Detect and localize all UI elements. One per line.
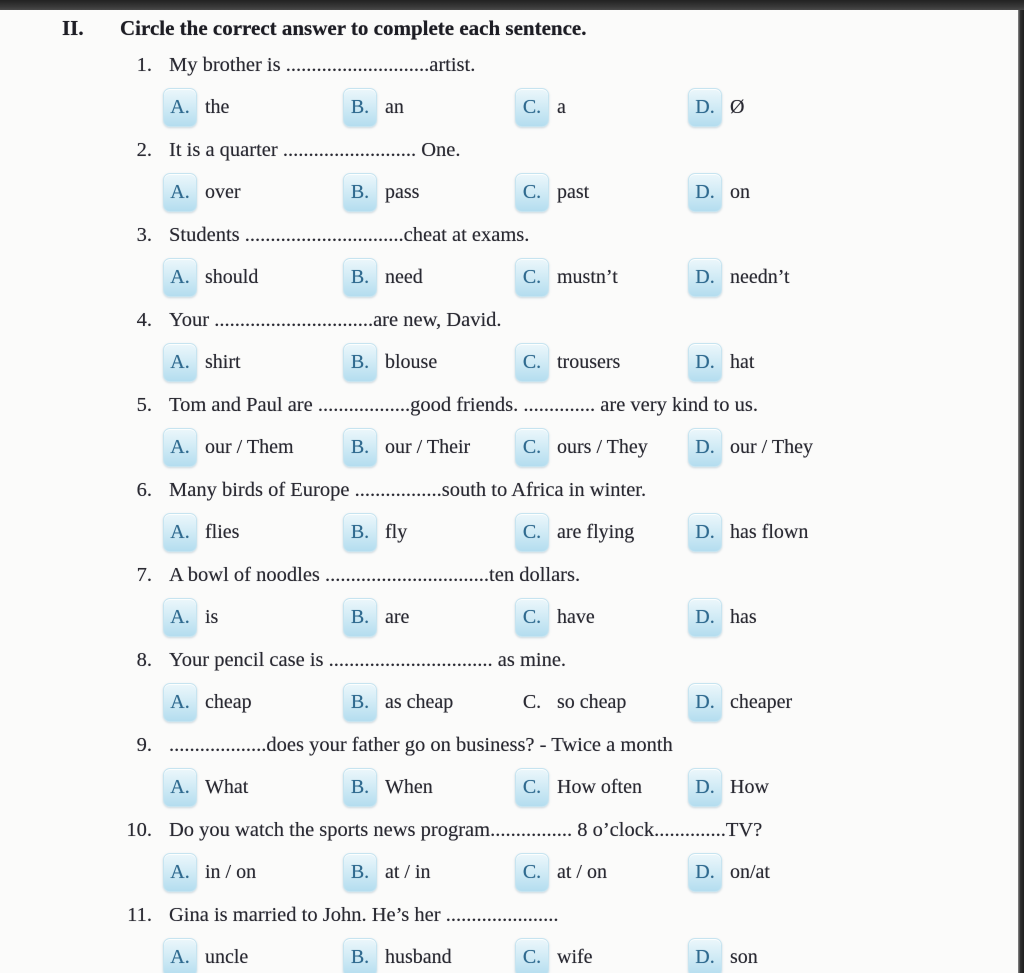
- section-number: II.: [62, 15, 84, 40]
- question-block: [0, 214, 1024, 299]
- option-label: When: [385, 776, 433, 798]
- answer-option[interactable]: [343, 768, 515, 807]
- option-label: our / Them: [205, 436, 294, 458]
- option-letter: D.: [688, 343, 722, 382]
- answer-option[interactable]: [515, 938, 688, 973]
- answer-option[interactable]: [343, 513, 515, 552]
- option-letter: B.: [343, 88, 377, 127]
- options-row: [0, 851, 1024, 894]
- option-label: at / in: [385, 861, 431, 883]
- option-label: at / on: [557, 861, 607, 883]
- question-number: 2.: [136, 138, 152, 161]
- question-number: 10.: [126, 818, 152, 841]
- option-letter: D.: [688, 258, 722, 297]
- options-row: [0, 766, 1024, 809]
- option-letter: A.: [163, 938, 197, 973]
- question-line: [0, 724, 1024, 766]
- option-label: on/at: [730, 861, 770, 883]
- answer-option[interactable]: [163, 598, 343, 637]
- right-edge-bar: [1018, 0, 1024, 973]
- option-letter: B.: [343, 938, 377, 973]
- options-row: [0, 426, 1024, 469]
- option-label: fly: [385, 521, 408, 543]
- option-label: has flown: [730, 521, 809, 543]
- option-label: are flying: [557, 521, 635, 543]
- option-letter: B.: [343, 513, 377, 552]
- option-label: shirt: [205, 351, 241, 373]
- option-label: on: [730, 181, 750, 203]
- option-label: Ø: [730, 96, 745, 118]
- option-label: is: [205, 606, 219, 628]
- option-letter: C.: [515, 768, 549, 807]
- question-block: [0, 639, 1024, 724]
- answer-option[interactable]: [163, 683, 343, 722]
- option-letter: A.: [163, 683, 197, 722]
- options-row: [0, 681, 1024, 724]
- question-line: [0, 639, 1024, 681]
- option-label: pass: [385, 181, 420, 203]
- answer-option[interactable]: [515, 173, 688, 212]
- option-label: wife: [557, 946, 593, 968]
- option-letter: C.: [515, 173, 549, 212]
- question-text: Your pencil case is ................................ as mine.: [169, 648, 567, 671]
- options-row: [0, 511, 1024, 554]
- option-label: How: [730, 776, 769, 798]
- answer-option[interactable]: [688, 853, 1024, 892]
- option-letter: D.: [688, 853, 722, 892]
- option-label: cheaper: [730, 691, 793, 713]
- question-line: [0, 129, 1024, 171]
- options-row: [0, 171, 1024, 214]
- question-text: Tom and Paul are ..................good friends. .............. are very kind to us.: [169, 393, 758, 416]
- option-letter: B.: [343, 173, 377, 212]
- question-text: Students ...............................cheat at exams.: [169, 223, 530, 246]
- option-letter: B.: [343, 258, 377, 297]
- option-label: What: [205, 776, 249, 798]
- option-label: has: [730, 606, 757, 628]
- question-block: [0, 129, 1024, 214]
- question-block: [0, 44, 1024, 129]
- question-number: 4.: [136, 308, 152, 331]
- option-label: an: [385, 96, 404, 118]
- question-block: [0, 384, 1024, 469]
- question-number: 7.: [136, 563, 152, 586]
- option-letter: B.: [343, 598, 377, 637]
- answer-option[interactable]: [343, 428, 515, 467]
- option-letter: A.: [163, 258, 197, 297]
- question-text: Your ...............................are new, David.: [169, 308, 502, 331]
- options-row: [0, 86, 1024, 129]
- answer-option[interactable]: [688, 683, 1024, 722]
- question-text: Many birds of Europe .................south to Africa in winter.: [169, 478, 647, 501]
- option-letter: A.: [163, 88, 197, 127]
- option-letter: A.: [163, 853, 197, 892]
- question-number: 9.: [136, 733, 152, 756]
- answer-option[interactable]: [343, 853, 515, 892]
- option-letter: A.: [163, 768, 197, 807]
- option-label: so cheap: [557, 691, 627, 713]
- answer-option[interactable]: [343, 683, 515, 722]
- option-letter: D.: [688, 598, 722, 637]
- option-label: hat: [730, 351, 755, 373]
- option-letter: B.: [343, 343, 377, 382]
- question-line: [0, 384, 1024, 426]
- option-letter: D.: [688, 768, 722, 807]
- question-number: 3.: [136, 223, 152, 246]
- option-letter: A.: [163, 428, 197, 467]
- question-block: [0, 894, 1024, 973]
- option-letter: D.: [688, 173, 722, 212]
- option-letter: C.: [515, 258, 549, 297]
- answer-option[interactable]: [343, 173, 515, 212]
- question-number: 8.: [136, 648, 152, 671]
- option-letter: D.: [688, 513, 722, 552]
- option-label: ours / They: [557, 436, 648, 458]
- answer-option[interactable]: [515, 513, 688, 552]
- question-line: [0, 894, 1024, 936]
- answer-option[interactable]: [688, 768, 1024, 807]
- option-label: in / on: [205, 861, 257, 883]
- answer-option[interactable]: [163, 88, 343, 127]
- option-label: the: [205, 96, 230, 118]
- option-label: a: [557, 96, 566, 118]
- option-letter: B.: [343, 683, 377, 722]
- option-letter: C.: [515, 598, 549, 637]
- option-letter: C.: [515, 343, 549, 382]
- option-letter: C.: [515, 938, 549, 973]
- option-label: cheap: [205, 691, 252, 713]
- answer-option[interactable]: [343, 343, 515, 382]
- question-line: [0, 44, 1024, 86]
- answer-option[interactable]: [515, 691, 688, 714]
- question-line: [0, 299, 1024, 341]
- question-line: [0, 554, 1024, 596]
- option-label: need: [385, 266, 423, 288]
- question-line: [0, 809, 1024, 851]
- option-label: How often: [557, 776, 642, 798]
- option-letter: C.: [515, 513, 549, 552]
- answer-option[interactable]: [688, 258, 1024, 297]
- option-letter: B.: [343, 428, 377, 467]
- answer-option[interactable]: [515, 258, 688, 297]
- answer-option[interactable]: [515, 88, 688, 127]
- option-label: our / Their: [385, 436, 471, 458]
- answer-option[interactable]: [515, 853, 688, 892]
- answer-option[interactable]: [163, 513, 343, 552]
- option-label: over: [205, 181, 241, 203]
- question-text: ...................does your father go on business? - Twice a month: [169, 733, 673, 756]
- question-number: 11.: [127, 903, 152, 926]
- question-block: [0, 724, 1024, 809]
- options-row: [0, 936, 1024, 973]
- answer-option[interactable]: [688, 513, 1024, 552]
- option-letter: B.: [343, 768, 377, 807]
- option-label: flies: [205, 521, 240, 543]
- answer-option[interactable]: [163, 938, 343, 973]
- option-label: husband: [385, 946, 452, 968]
- options-row: [0, 256, 1024, 299]
- question-block: [0, 554, 1024, 639]
- option-letter: A.: [163, 173, 197, 212]
- option-letter: D.: [688, 428, 722, 467]
- question-number: 6.: [136, 478, 152, 501]
- option-letter: C.: [515, 428, 549, 467]
- option-label: trousers: [557, 351, 621, 373]
- answer-option[interactable]: [163, 428, 343, 467]
- answer-option[interactable]: [163, 173, 343, 212]
- answer-option[interactable]: [515, 343, 688, 382]
- answer-option[interactable]: [688, 598, 1024, 637]
- answer-option[interactable]: [515, 768, 688, 807]
- question-text: Do you watch the sports news program................ 8 o’clock..............TV?: [169, 818, 763, 841]
- question-number: 1.: [136, 53, 152, 76]
- answer-option[interactable]: [163, 343, 343, 382]
- answer-option[interactable]: [688, 428, 1024, 467]
- question-block: [0, 809, 1024, 894]
- question-line: [0, 469, 1024, 511]
- options-row: [0, 596, 1024, 639]
- option-letter: A.: [163, 598, 197, 637]
- option-label: as cheap: [385, 691, 454, 713]
- option-letter: D.: [688, 938, 722, 973]
- answer-option[interactable]: [515, 428, 688, 467]
- option-label: uncle: [205, 946, 249, 968]
- option-letter: D.: [688, 683, 722, 722]
- option-label: past: [557, 181, 590, 203]
- answer-option[interactable]: [343, 258, 515, 297]
- answer-option[interactable]: [343, 938, 515, 973]
- question-line: [0, 214, 1024, 256]
- top-edge-bar: [0, 0, 1024, 10]
- options-row: [0, 341, 1024, 384]
- answer-option[interactable]: [688, 173, 1024, 212]
- question-text: It is a quarter .......................... One.: [169, 138, 461, 161]
- option-label: our / They: [730, 436, 813, 458]
- option-label: should: [205, 266, 259, 288]
- option-letter: A.: [163, 343, 197, 382]
- question-block: [0, 299, 1024, 384]
- answer-option[interactable]: [343, 88, 515, 127]
- question-text: My brother is ............................artist.: [169, 53, 476, 76]
- question-text: Gina is married to John. He’s her ......................: [169, 903, 559, 926]
- option-letter: A.: [163, 513, 197, 552]
- answer-option[interactable]: [163, 768, 343, 807]
- option-letter: B.: [343, 853, 377, 892]
- question-text: A bowl of noodles ................................ten dollars.: [169, 563, 581, 586]
- section-title: Circle the correct answer to complete each sentence.: [120, 15, 587, 40]
- answer-option[interactable]: [163, 853, 343, 892]
- option-letter: C.: [515, 88, 549, 127]
- option-label: blouse: [385, 351, 438, 373]
- option-label: are: [385, 606, 410, 628]
- option-label: son: [730, 946, 758, 968]
- option-letter: C.: [522, 691, 542, 713]
- answer-option[interactable]: [688, 938, 1024, 973]
- option-letter: C.: [515, 853, 549, 892]
- question-number: 5.: [136, 393, 152, 416]
- answer-option[interactable]: [515, 598, 688, 637]
- answer-option[interactable]: [343, 598, 515, 637]
- question-block: [0, 469, 1024, 554]
- answer-option[interactable]: [688, 343, 1024, 382]
- option-letter: D.: [688, 88, 722, 127]
- answer-option[interactable]: [688, 88, 1024, 127]
- option-label: mustn’t: [557, 266, 618, 288]
- answer-option[interactable]: [163, 258, 343, 297]
- option-label: have: [557, 606, 595, 628]
- questions-list: [0, 44, 1024, 973]
- option-label: needn’t: [730, 266, 790, 288]
